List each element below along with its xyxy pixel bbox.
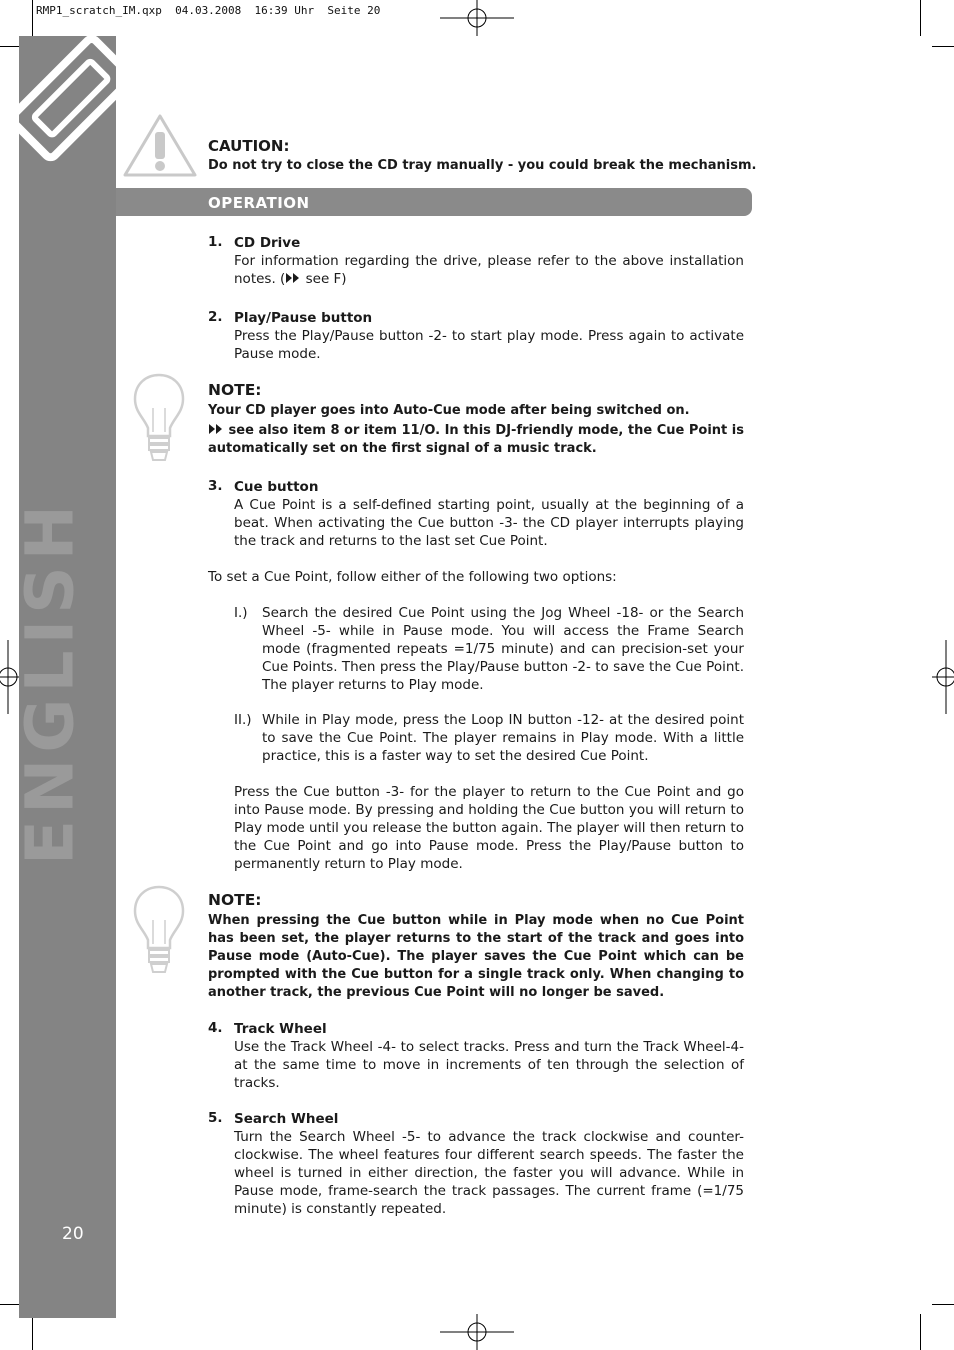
brand-stripes-icon (19, 36, 116, 166)
item-play-pause (234, 309, 744, 363)
note-title: NOTE: (208, 891, 262, 909)
registration-mark-icon (932, 640, 954, 714)
item-title: Track Wheel (234, 1021, 327, 1037)
crop-mark (932, 1304, 954, 1305)
crop-mark (32, 1314, 33, 1350)
item-number: 1. (208, 234, 223, 250)
page-number: 20 (62, 1224, 84, 1244)
caution-title: CAUTION: (208, 137, 290, 155)
warning-triangle-icon (122, 112, 198, 178)
note-title: NOTE: (208, 381, 262, 399)
option-text: While in Play mode, press the Loop IN button -12- at the desired point to save the Cue Point. The player remains in Play mode. With a little practice, this is a faster way to set the desired Cue Point. (262, 712, 744, 764)
item-text: Use the Track Wheel -4- to select tracks. Press and turn the Track Wheel-4- at the same time to move in increments of ten through the selection of tracks. (234, 1039, 744, 1091)
item-number: 4. (208, 1020, 223, 1036)
fast-forward-icon (285, 272, 301, 284)
option-label: II.) (234, 712, 252, 728)
item-text-part: For information regarding the drive, please refer to the above installation notes. ( (234, 253, 744, 287)
light-bulb-icon (132, 884, 186, 976)
caution-text: Do not try to close the CD tray manually - you could break the mechanism. (208, 158, 757, 173)
item-title: Search Wheel (234, 1111, 339, 1127)
print-header: RMP1_scratch_IM.qxp 04.03.2008 16:39 Uhr Seite 20 (36, 4, 381, 17)
item-search-wheel (234, 1110, 744, 1218)
cue-paragraph: Press the Cue button -3- for the player to return to the Cue Point and go into Pause mode. By pressing and holding the Cue button you will return to Play mode until you release the button again. The player will then return to the Cue Point and go into Pause mode. Press the Play/Pause button to permanently return to Play mode. (234, 784, 744, 872)
registration-mark-icon (440, 0, 514, 36)
item-track-wheel (234, 1020, 744, 1092)
vertical-language-title: ENGLISH (11, 499, 89, 865)
note-line-with-icon (208, 422, 744, 458)
cue-intro: To set a Cue Point, follow either of the following two options: (208, 569, 617, 585)
item-number: 3. (208, 478, 223, 494)
crop-mark (932, 46, 954, 47)
crop-mark (920, 1314, 921, 1350)
light-bulb-icon (132, 372, 186, 464)
item-text-part: see F) (301, 271, 347, 287)
item-text: A Cue Point is a self-defined starting point, usually at the beginning of a beat. When activating the Cue button -3- the CD player interrupts playing the track and returns to the last set Cue Point. (234, 497, 744, 549)
item-cd-drive (234, 234, 744, 288)
section-title: OPERATION (208, 194, 310, 212)
item-text: Turn the Search Wheel -5- to advance the track clockwise and counter-clockwise. The wheel features four different search speeds. The faster the wheel is turned in either direction, the faster you will advance. While in Pause mode, frame-search the track passages. The current frame (=1/75 minute) is constantly repeated. (234, 1129, 744, 1217)
note-text: When pressing the Cue button while in Play mode when no Cue Point has been set, the player returns to the start of the track and goes into Pause mode (Auto-Cue). The player saves the Cue Point which can be prompted with the Cue button for a single track only. When changing to another track, the previous Cue Point will no longer be saved. (208, 913, 744, 1000)
item-cue (234, 478, 744, 550)
note-line: see also item 8 or item 11/O. In this DJ-friendly mode, the Cue Point is automatically set on the first signal of a music track. (208, 423, 744, 456)
fast-forward-icon (208, 423, 224, 435)
item-text (234, 252, 744, 288)
item-title: Play/Pause button (234, 310, 373, 326)
note-text (208, 402, 744, 458)
crop-mark (920, 0, 921, 36)
item-title: CD Drive (234, 235, 301, 251)
item-number: 2. (208, 309, 223, 325)
note-line: Your CD player goes into Auto-Cue mode after being switched on. (208, 403, 690, 418)
section-header-bar (116, 188, 752, 216)
option-label: I.) (234, 605, 248, 621)
item-text: Press the Play/Pause button -2- to start play mode. Press again to activate Pause mode. (234, 328, 744, 362)
item-number: 5. (208, 1110, 223, 1126)
item-title: Cue button (234, 479, 319, 495)
registration-mark-icon (440, 1314, 514, 1350)
crop-mark (32, 0, 33, 36)
option-text: Search the desired Cue Point using the Jog Wheel -18- or the Search Wheel -5- while in Pause mode. You will access the Frame Search mode (fragmented repeats =1/75 minute) and can precision-set your Cue Points. Then press the Play/Pause button -2- to save the Cue Point. The player returns to Play mode. (262, 605, 744, 693)
